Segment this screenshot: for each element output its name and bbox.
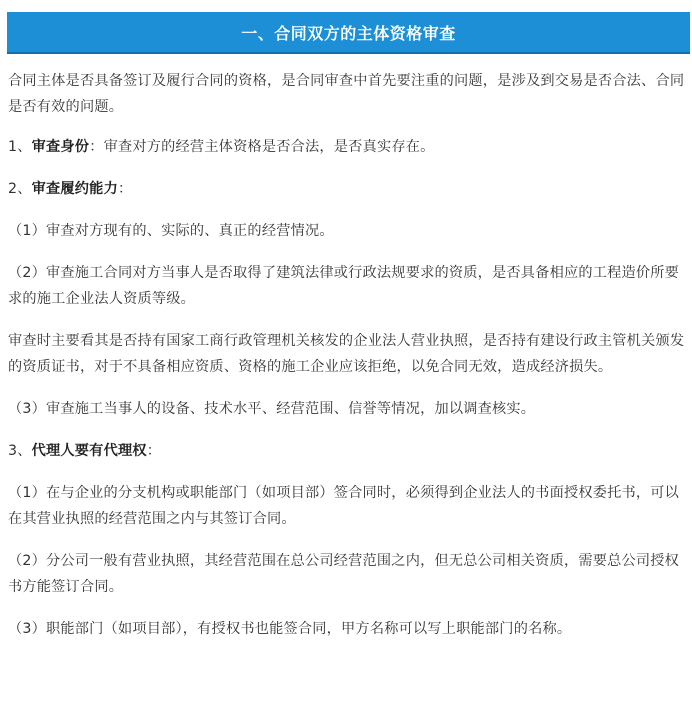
item-2-paragraph <box>8 176 686 202</box>
section-title-bar <box>7 12 690 54</box>
item-2-sub-3: （3）审查施工当事人的设备、技术水平、经营范围、信誉等情况，加以调查核实。 <box>8 401 536 417</box>
item-2-heading: 审查履约能力 <box>31 181 118 197</box>
item-1-text: ：审查对方的经营主体资格是否合法，是否真实存在。 <box>89 139 435 155</box>
item-1-paragraph <box>8 134 686 160</box>
section-title: 一、合同双方的主体资格审查 <box>241 23 456 43</box>
item-1-prefix: 1、 <box>8 139 32 155</box>
item-3-prefix: 3、 <box>8 443 32 459</box>
item-3-sub-3: （3）职能部门（如项目部），有授权书也能签合同，甲方名称可以写上职能部门的名称。 <box>8 621 572 637</box>
article-page <box>0 12 692 720</box>
item-3-heading: 代理人要有代理权 <box>31 443 147 459</box>
item-2-prefix: 2、 <box>8 181 32 197</box>
item-2-sub-1: （1）审查对方现有的、实际的、真正的经营情况。 <box>8 223 334 239</box>
item-1-heading: 审查身份 <box>31 139 90 155</box>
item-3-paragraph <box>8 438 686 464</box>
item-2-text: ： <box>117 181 133 197</box>
item-3-sub-2: （2）分公司一般有营业执照，其经营范围在总公司经营范围之内，但无总公司相关资质，需要总公司授权书方能签订合同。 <box>8 553 680 595</box>
item-2-sub-2: （2）审查施工合同对方当事人是否取得了建筑法律或行政法规要求的资质，是否具备相应的工程造价所要求的施工企业法人资质等级。 <box>8 265 680 307</box>
item-3-sub-1: （1）在与企业的分支机构或职能部门（如项目部）签合同时，必须得到企业法人的书面授权委托书，可以在其营业执照的经营范围之内与其签订合同。 <box>8 485 680 527</box>
item-2-note: 审查时主要看其是否持有国家工商行政管理机关核发的企业法人营业执照，是否持有建设行政主管机关颁发的资质证书，对于不具备相应资质、资格的施工企业应该拒绝，以免合同无效，造成经济损失。 <box>8 333 685 375</box>
intro-paragraph: 合同主体是否具备签订及履行合同的资格，是合同审查中首先要注重的问题，是涉及到交易是否合法、合同是否有效的问题。 <box>8 73 685 115</box>
item-3-text: ： <box>146 443 162 459</box>
article-body <box>8 68 686 642</box>
